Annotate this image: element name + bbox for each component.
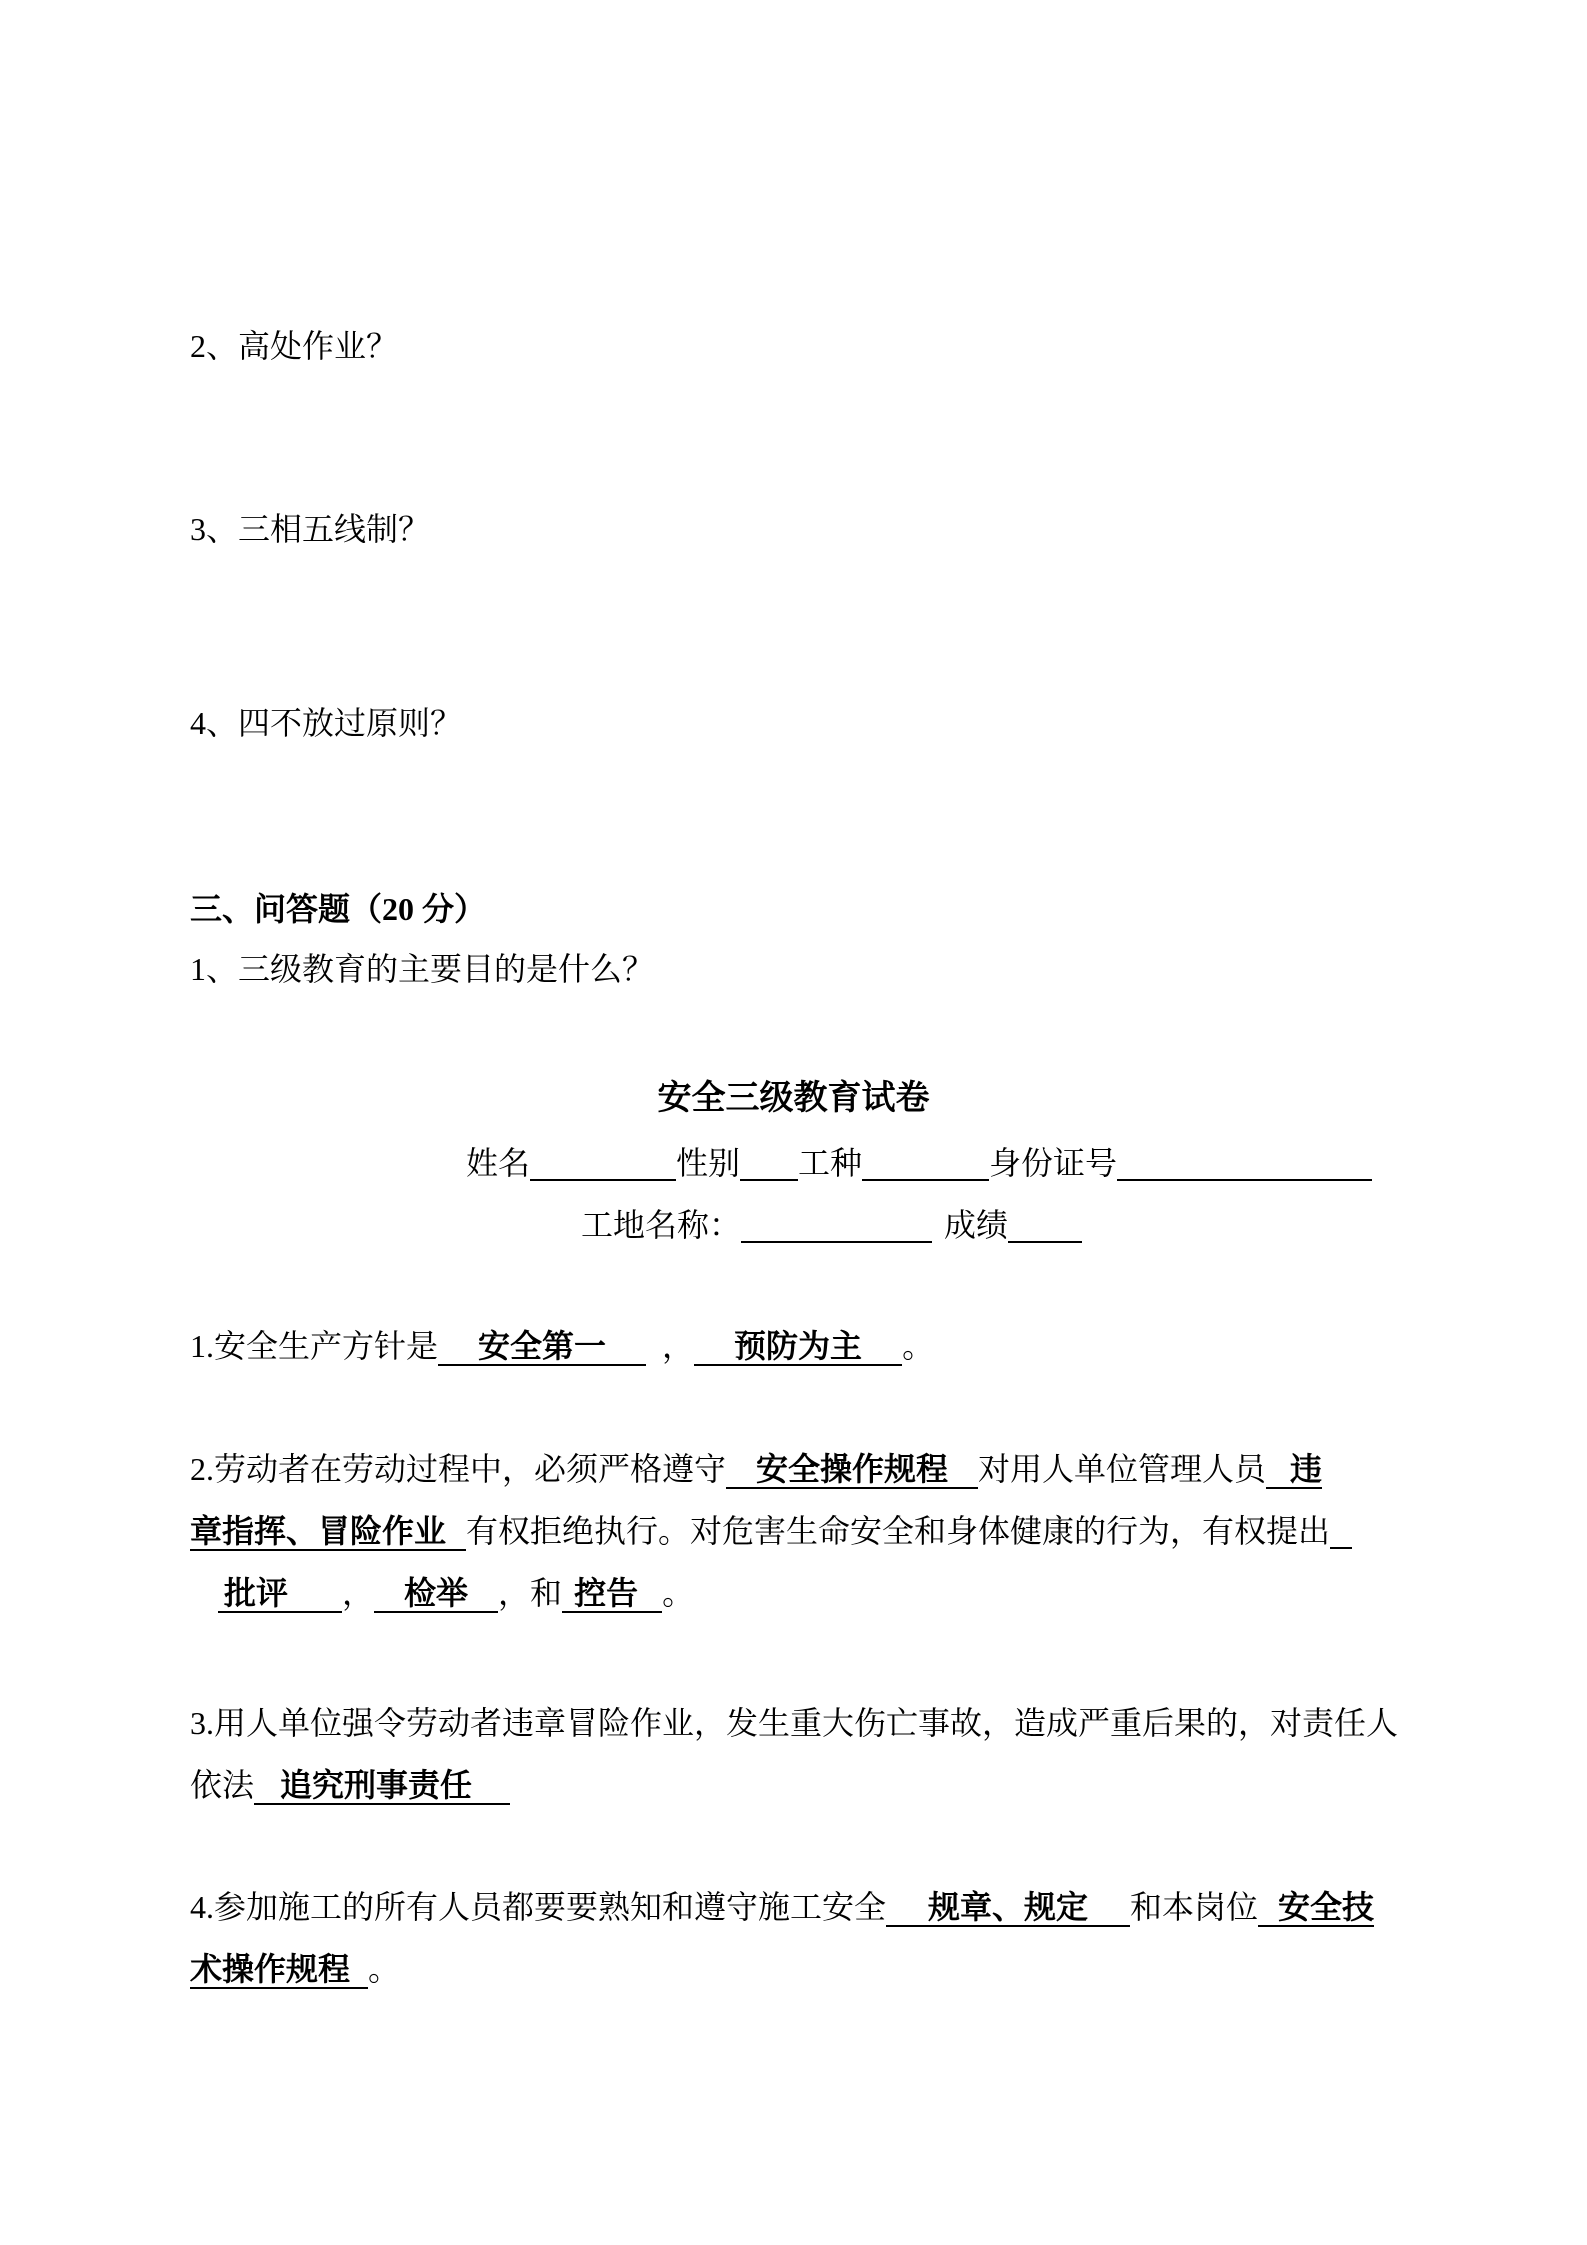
fill-question-4-line-1 <box>190 1876 1374 1938</box>
fill-q3-text: 依法 <box>190 1767 255 1803</box>
essay-question-1: 1、三级教育的主要目的是什么？ <box>190 951 655 987</box>
fill-q2-period: 。 <box>662 1575 695 1611</box>
id-label: 身份证号 <box>989 1145 1118 1181</box>
fill-q1-answer-blank-1: 安全第一 <box>438 1328 646 1366</box>
exam-title: 安全三级教育试卷 <box>657 1080 930 1117</box>
fill-q2-answer-blank-5: 控告 <box>562 1575 662 1613</box>
fill-question-1 <box>190 1315 934 1377</box>
fill-q2-text-3: 有权拒绝执行。对危害生命安全和身体健康的行为，有权提出 <box>466 1513 1331 1549</box>
fill-q1-answer-blank-2: 预防为主 <box>694 1328 902 1366</box>
fill-q2-answer-blank-4: 检举 <box>374 1575 498 1613</box>
fill-question-2-line-1 <box>190 1438 1322 1500</box>
fill-q2-answer-blank-3: 批评 <box>218 1575 342 1613</box>
name-label: 姓名 <box>466 1145 531 1181</box>
form-row-1 <box>466 1132 1372 1194</box>
fill-q4-text-1: 4.参加施工的所有人员都要要熟知和遵守施工安全 <box>190 1889 887 1925</box>
fill-q1-lead: 1.安全生产方针是 <box>190 1328 439 1364</box>
fill-q2-underline-stub <box>1330 1517 1352 1549</box>
fill-question-2-line-2 <box>190 1500 1352 1562</box>
fill-q2-answer-blank-2-end: 章指挥、冒险作业 <box>190 1513 466 1551</box>
fill-q2-separator-2: ，和 <box>498 1575 563 1611</box>
fill-question-2-line-3 <box>218 1562 694 1624</box>
name-blank <box>530 1149 676 1181</box>
fill-q4-answer-blank-1: 规章、规定 <box>886 1889 1130 1927</box>
section-heading: 三、问答题（20 分） <box>190 891 487 927</box>
fill-q2-text-2: 对用人单位管理人员 <box>978 1451 1267 1487</box>
short-answer-question-3: 3、三相五线制？ <box>190 511 431 547</box>
fill-q4-period: 。 <box>368 1951 401 1987</box>
fill-question-4-line-2 <box>190 1938 400 2000</box>
site-label: 工地名称： <box>581 1207 742 1243</box>
short-answer-question-4: 4、四不放过原则？ <box>190 705 463 741</box>
gender-label: 性别 <box>676 1145 741 1181</box>
fill-question-3-line-1: 3.用人单位强令劳动者违章冒险作业，发生重大伤亡事故，造成严重后果的，对责任人 <box>190 1705 1399 1741</box>
id-blank <box>1117 1149 1372 1181</box>
fill-q3-answer-blank: 追究刑事责任 <box>254 1767 510 1805</box>
fill-q4-text-2: 和本岗位 <box>1130 1889 1259 1925</box>
fill-q1-period: 。 <box>902 1328 935 1364</box>
score-blank <box>1008 1211 1082 1243</box>
fill-q1-comma: ， <box>646 1328 695 1364</box>
fill-q4-answer-blank-2-end: 术操作规程 <box>190 1951 368 1989</box>
fill-q2-text-1: 2.劳动者在劳动过程中，必须严格遵守 <box>190 1451 727 1487</box>
form-row-2 <box>581 1194 1082 1256</box>
score-label: 成绩 <box>944 1207 1009 1243</box>
site-blank <box>741 1211 932 1243</box>
fill-q2-answer-blank-1: 安全操作规程 <box>726 1451 978 1489</box>
fill-q4-answer-blank-2-start: 安全技 <box>1258 1889 1374 1927</box>
trade-blank <box>862 1149 989 1181</box>
fill-q2-answer-blank-2-start: 违 <box>1266 1451 1322 1489</box>
gender-blank <box>740 1149 798 1181</box>
fill-question-3-line-2 <box>190 1754 510 1816</box>
short-answer-question-2: 2、高处作业？ <box>190 328 399 364</box>
fill-q2-separator-1: ， <box>342 1575 375 1611</box>
trade-label: 工种 <box>798 1145 863 1181</box>
